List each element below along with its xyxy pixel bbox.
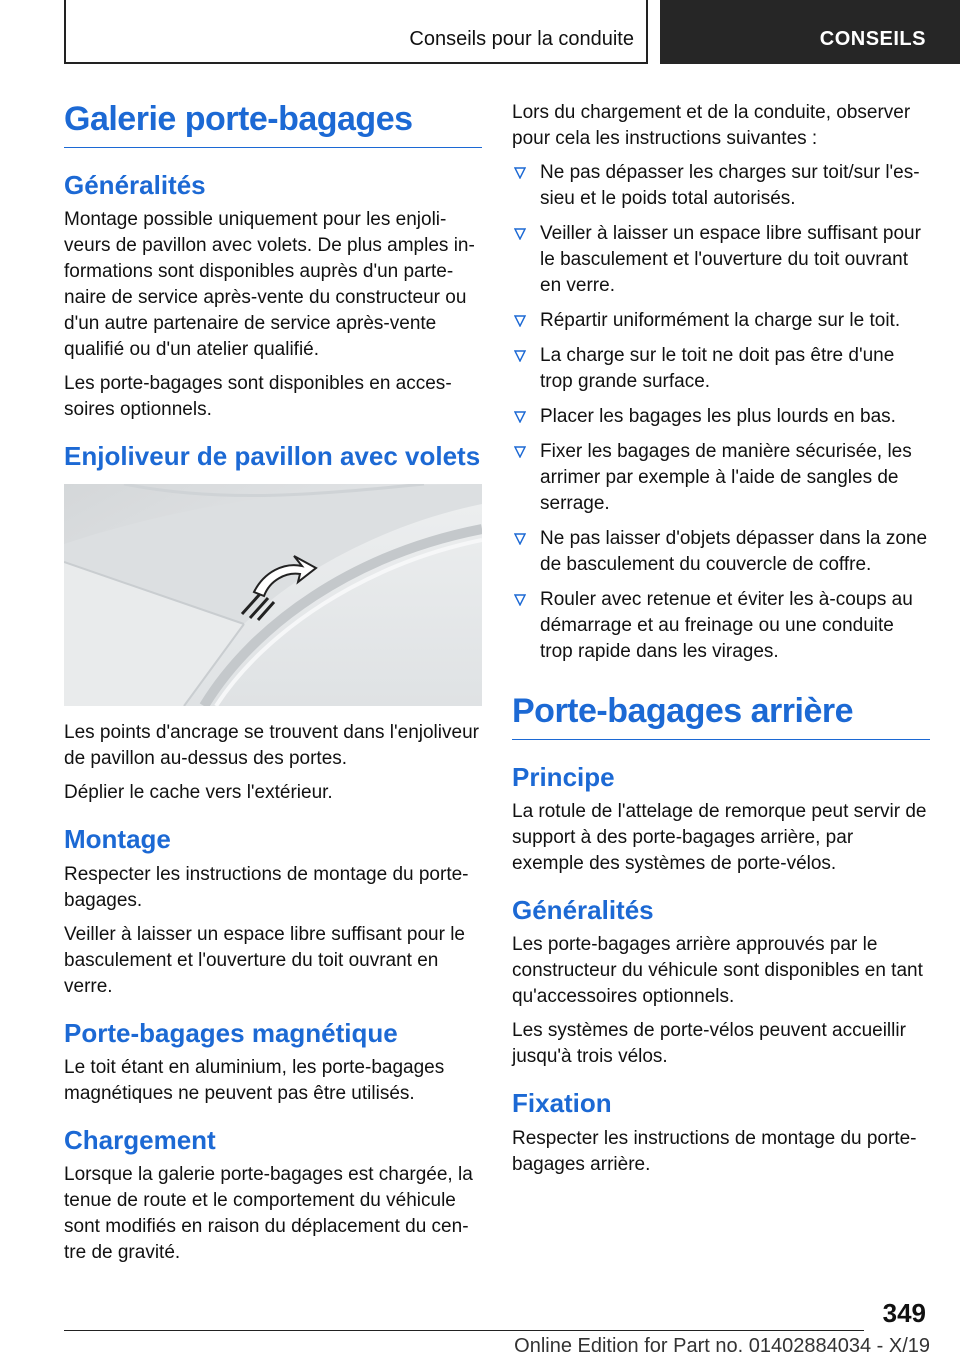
heading-montage: Montage [64, 824, 171, 855]
heading-fixation: Fixation [512, 1088, 612, 1119]
footer-divider [64, 1330, 864, 1331]
triangle-bullet-icon [514, 533, 526, 545]
heading-chargement: Chargement [64, 1124, 216, 1155]
right-column [512, 100, 930, 1178]
section-title-rear-rack: Porte-bagages arrière [512, 692, 930, 740]
paragraph: Respecter les instructions de montage du porte-bagages arrière. [512, 1127, 917, 1175]
list-item: Ne pas dépasser les charges sur toit/sur l'essieu et le poids total autorisés. [512, 160, 930, 212]
list-item: Rouler avec retenue et éviter les à-coups au démarrage et au freinage ou une conduite trop rapide dans les virages. [512, 587, 930, 665]
list-item: Répartir uniformément la charge sur le toit. [512, 308, 930, 334]
header-chapter-tab [660, 0, 960, 64]
roof-trim-flap-illustration [64, 484, 482, 706]
triangle-bullet-icon [514, 167, 526, 179]
paragraph: Déplier le cache vers l'extérieur. [64, 782, 333, 804]
paragraph: Montage possible uniquement pour les enjoliveurs de pavillon avec volets. De plus amples informations sont disponibles auprès d'un partenaire de service après-vente du constructeur ou d'un autre partenaire de service après-vente qualifié ou d'un atelier qualifié. [64, 209, 475, 361]
paragraph: Lors du chargement et de la conduite, observer pour cela les instructions suivantes : [512, 102, 911, 149]
paragraph: La rotule de l'attelage de remorque peut servir de support à des porte-bagages arrière, par exemple des systèmes de porte-vélos. [512, 801, 927, 875]
page-title-roof-rack: Galerie porte-bagages [64, 100, 482, 148]
list-item: Ne pas laisser d'objets dépasser dans la zone de basculement du couvercle de coffre. [512, 526, 930, 578]
page-number: 349 [882, 1298, 926, 1328]
paragraph: Les points d'ancrage se trouvent dans l'enjoliveur de pavillon au-dessus des portes. [64, 722, 479, 770]
paragraph: Lorsque la galerie porte-bagages est chargée, la tenue de route et le comportement du véhicule sont modifiés en raison du déplacement du centre de gravité. [64, 1164, 473, 1264]
paragraph: Le toit étant en aluminium, les porte-bagages magnétiques ne peuvent pas être utilisés. [64, 1056, 445, 1104]
header-section-box [64, 0, 648, 64]
list-item: Fixer les bagages de manière sécurisée, les arrimer par exemple à l'aide de sangles de serrage. [512, 439, 930, 517]
heading-principe: Principe [512, 762, 615, 793]
heading-magnetique: Porte-bagages magnétique [64, 1017, 398, 1048]
header-section-title: Conseils pour la conduite [409, 28, 634, 50]
list-item: Placer les bagages les plus lourds en bas. [512, 404, 930, 430]
paragraph: Les porte-bagages arrière approuvés par le constructeur du véhicule sont disponibles en tant qu'accessoires optionnels. [512, 934, 923, 1008]
edition-note: Online Edition for Part no. 01402884034 - X/19 [514, 1335, 930, 1357]
header-chapter-title: CONSEILS [819, 28, 926, 50]
triangle-bullet-icon [514, 411, 526, 423]
paragraph: Les systèmes de porte-vélos peuvent accueillir jusqu'à trois vélos. [512, 1020, 906, 1068]
paragraph: Veiller à laisser un espace libre suffisant pour le basculement et l'ouverture du toit ouvrant en verre. [64, 923, 465, 997]
paragraph: Respecter les instructions de montage du porte-bagages. [64, 863, 469, 911]
triangle-bullet-icon [514, 350, 526, 362]
triangle-bullet-icon [514, 315, 526, 327]
triangle-bullet-icon [514, 594, 526, 606]
heading-generalites-rear: Généralités [512, 895, 654, 926]
triangle-bullet-icon [514, 228, 526, 240]
heading-generalites: Généralités [64, 170, 206, 201]
paragraph: Les porte-bagages sont disponibles en accessoires optionnels. [64, 373, 452, 421]
triangle-bullet-icon [514, 446, 526, 458]
list-item: La charge sur le toit ne doit pas être d'une trop grande surface. [512, 343, 930, 395]
left-column [64, 100, 482, 1266]
instruction-list [512, 160, 930, 665]
list-item: Veiller à laisser un espace libre suffisant pour le basculement et l'ouverture du toit ouvrant en verre. [512, 221, 930, 299]
heading-enjoliveur: Enjoliveur de pavillon avec volets [64, 441, 481, 472]
